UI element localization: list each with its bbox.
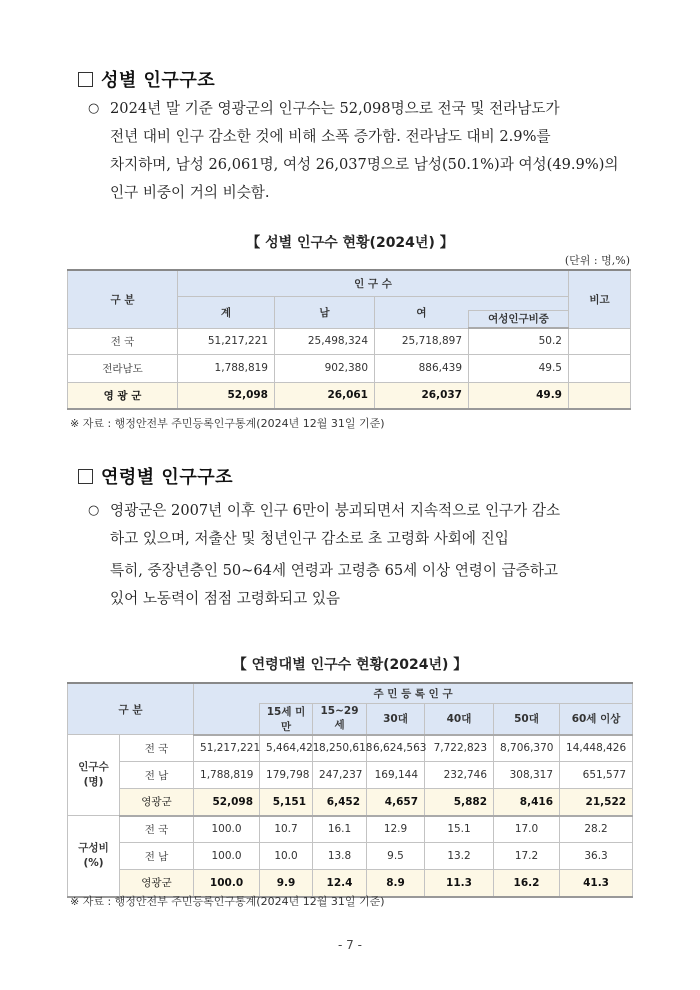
section-title-text: 성별 인구구조 — [101, 70, 216, 91]
section-title-text: 연령별 인구구조 — [101, 467, 233, 488]
unit-label: (단위 : 명,%) — [564, 254, 630, 267]
checkbox-square-icon — [78, 469, 93, 484]
header-category: 구 분 — [68, 683, 194, 735]
group-label-composition: 구성비 (%) — [68, 816, 120, 897]
paragraph-line: 영광군은 2007년 이후 인구 6만이 붕괴되면서 지속적으로 인구가 감소 — [110, 502, 561, 519]
source-note: ※ 자료 : 행정안전부 주민등록인구통계(2024년 12월 31일 기준) — [70, 895, 385, 908]
table-row: 전 국 51,217,221 25,498,324 25,718,897 50.2 — [68, 328, 631, 354]
table-row-highlight: 영 광 군 52,098 26,061 26,037 49.9 — [68, 382, 631, 409]
header-age-40s: 40대 — [425, 703, 494, 735]
table-title-age: 【 연령대별 인구수 현황(2024년) 】 — [232, 657, 468, 673]
paragraph-age — [88, 497, 648, 613]
source-note: ※ 자료 : 행정안전부 주민등록인구통계(2024년 12월 31일 기준) — [70, 417, 385, 430]
section-title-age — [78, 463, 233, 489]
table-row: 전라남도 1,788,819 902,380 886,439 49.5 — [68, 354, 631, 382]
header-male: 남 — [275, 296, 375, 328]
paragraph-line: 있어 노동력이 점점 고령화되고 있음 — [110, 590, 341, 607]
header-female-ratio: 여성인구비중 — [469, 310, 569, 328]
table-row-highlight: 영광군 52,098 5,151 6,452 4,657 5,882 8,416 21,522 — [68, 789, 633, 816]
table-row: 전 남 1,788,819 179,798 247,237 169,144 232,746 308,317 651,577 — [68, 762, 633, 789]
paragraph-line: 전년 대비 인구 감소한 것에 비해 소폭 증가함. 전라남도 대비 2.9%를 — [110, 128, 551, 145]
header-age-30s: 30대 — [367, 703, 425, 735]
header-age-50s: 50대 — [494, 703, 560, 735]
header-category: 구 분 — [68, 270, 178, 328]
gender-population-table — [67, 269, 631, 410]
section-title-gender — [78, 66, 215, 92]
header-age-15-29: 15~29세 — [313, 703, 367, 735]
header-remarks: 비고 — [569, 270, 631, 328]
header-population-group: 인 구 수 — [178, 270, 569, 296]
paragraph-line: 인구 비중이 거의 비슷함. — [110, 184, 270, 201]
table-row: 전 남 100.0 10.0 13.8 9.5 13.2 17.2 36.3 — [68, 843, 633, 870]
paragraph-gender — [88, 95, 648, 207]
group-label-population: 인구수 (명) — [68, 735, 120, 816]
page-number: - 7 - — [338, 938, 362, 952]
table-row: 인구수 (명) 전 국 51,217,221 5,464,421 8,250,618 6,624,563 7,722,823 8,706,370 14,448,426 — [68, 735, 633, 762]
table-title-gender: 【 성별 인구수 현황(2024년) 】 — [246, 235, 454, 251]
table-row-highlight: 영광군 100.0 9.9 12.4 8.9 11.3 16.2 41.3 — [68, 870, 633, 897]
paragraph-line: 하고 있으며, 저출산 및 청년인구 감소로 초 고령화 사회에 진입 — [110, 530, 509, 547]
circle-bullet-icon: ○ — [88, 503, 100, 518]
paragraph-line: 차지하며, 남성 26,061명, 여성 26,037명으로 남성(50.1%)과 여성(49.9%)의 — [110, 156, 619, 173]
table-row: 구성비 (%) 전 국 100.0 10.7 16.1 12.9 15.1 17.0 28.2 — [68, 816, 633, 843]
age-population-table — [67, 682, 633, 898]
header-age-under15: 15세 미만 — [260, 703, 313, 735]
paragraph-line: 2024년 말 기준 영광군의 인구수는 52,098명으로 전국 및 전라남도가 — [110, 100, 560, 117]
paragraph-line: 특히, 중장년층인 50~64세 연령과 고령층 65세 이상 연령이 급증하고 — [110, 562, 559, 579]
header-female: 여 — [375, 296, 469, 328]
circle-bullet-icon: ○ — [88, 101, 100, 116]
header-total: 계 — [178, 296, 275, 328]
header-resident-population: 주 민 등 록 인 구 — [194, 683, 633, 703]
header-age-60plus: 60세 이상 — [560, 703, 633, 735]
checkbox-square-icon — [78, 72, 93, 87]
